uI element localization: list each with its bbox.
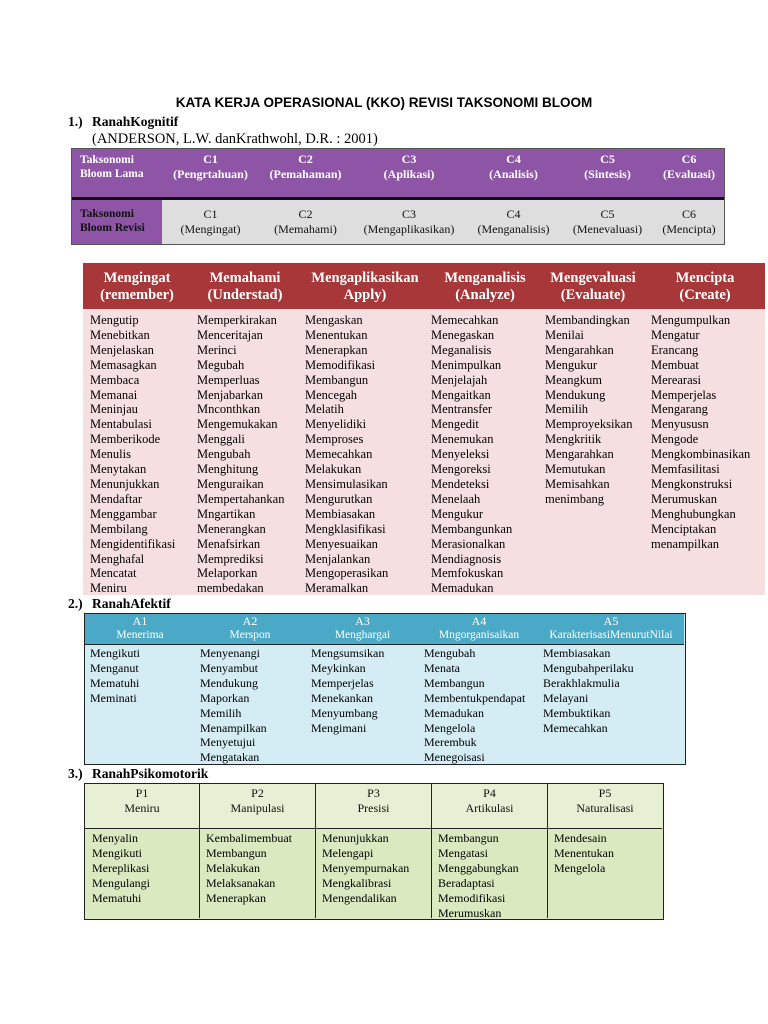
- verb-item: Menilai: [545, 327, 584, 342]
- verb-item: Memproyeksikan: [545, 417, 633, 432]
- affective-header-cell: A3 Menghargai: [334, 614, 391, 641]
- verb-item: menimbang: [545, 491, 605, 506]
- cognitive-header-cell: Memahami (Understad): [207, 270, 283, 303]
- verb-item: Menciptakan: [651, 521, 717, 536]
- verb-item: Menyesuaikan: [305, 536, 378, 551]
- verb-item: Menghafal: [90, 551, 145, 566]
- verb-item: Mengkritik: [545, 432, 602, 447]
- verb-item: Melaporkan: [197, 566, 258, 581]
- cognitive-header-row: [83, 263, 765, 309]
- verb-item: Membuat: [651, 357, 699, 372]
- verb-item: Menunjukkan: [322, 831, 389, 845]
- verb-item: Menganut: [90, 660, 139, 675]
- verb-item: Memodifikasi: [438, 890, 506, 905]
- psychomotor-column: [322, 831, 409, 906]
- affective-header-row: [85, 614, 684, 645]
- verb-item: Mendukung: [545, 387, 606, 402]
- bloom-revised-cell: C6 (Mencipta): [662, 207, 716, 236]
- column-divider: [547, 784, 548, 918]
- verb-item: Menytakan: [90, 462, 147, 477]
- verb-item: Mengkonstruksi: [651, 476, 733, 491]
- verb-item: Mengkombinasikan: [651, 447, 751, 462]
- verb-item: Menyempurnakan: [322, 860, 410, 875]
- verb-item: Membuktikan: [543, 705, 611, 720]
- verb-item: Mematuhi: [92, 890, 142, 905]
- page-title: KATA KERJA OPERASIONAL (KKO) REVISI TAKSONOMI BLOOM: [175, 95, 593, 110]
- verb-item: Mereplikasi: [92, 860, 150, 875]
- verb-item: Memecahkan: [431, 313, 499, 327]
- cognitive-column: [197, 313, 284, 596]
- psychomotor-header-cell: P2 Manipulasi: [230, 786, 285, 815]
- cognitive-header-cell: Mengevaluasi (Evaluate): [550, 270, 636, 303]
- bloom-comparison-table: [71, 148, 725, 245]
- bloom-old-cell: C6 (Evaluasi): [662, 152, 715, 181]
- cognitive-column: [545, 313, 632, 507]
- verb-item: Mengedit: [431, 417, 479, 432]
- verb-item: Membilang: [90, 521, 148, 536]
- section-3-heading: [68, 766, 208, 782]
- section-2-number: 2.): [68, 596, 83, 611]
- verb-item: Memperjelas: [311, 675, 374, 690]
- section-1-heading: [68, 114, 178, 130]
- cognitive-column: [305, 313, 388, 596]
- verb-item: Memperkirakan: [197, 313, 277, 327]
- verb-item: Merembuk: [424, 735, 477, 750]
- verb-item: Melakukan: [305, 462, 362, 477]
- verb-item: Menegoisasi: [424, 750, 485, 765]
- verb-item: membedakan: [197, 581, 264, 596]
- verb-item: Mendeteksi: [431, 476, 490, 491]
- verb-item: Berakhlakmulia: [543, 675, 620, 690]
- psychomotor-verbs-table: [84, 783, 664, 920]
- verb-item: Memprediksi: [197, 551, 264, 566]
- verb-item: Membiasakan: [305, 506, 376, 521]
- affective-header-cell: A2 Merspon: [229, 614, 271, 641]
- verb-item: Memecahkan: [543, 720, 608, 735]
- verb-item: Memanai: [90, 387, 138, 402]
- bloom-old-cell: C3 (Aplikasi): [383, 152, 435, 181]
- verb-item: Meangkum: [545, 372, 602, 387]
- verb-item: Menelaah: [431, 491, 481, 506]
- verb-item: Mengelola: [554, 860, 606, 875]
- verb-item: Memisahkan: [545, 476, 610, 491]
- cognitive-header-cell: Mengaplikasikan Apply): [311, 270, 419, 303]
- verb-item: Memfasilitasi: [651, 462, 720, 477]
- bloom-revised-cell: C5 (Menevaluasi): [572, 207, 643, 236]
- affective-column: [90, 646, 140, 706]
- verb-item: Erancang: [651, 342, 699, 357]
- verb-item: Menata: [424, 660, 460, 675]
- bloom-revised-cell: C4 (Menganalisis): [477, 207, 550, 236]
- psychomotor-header-row: [85, 784, 662, 829]
- verb-item: Memasagkan: [90, 357, 157, 372]
- verb-item: Menggali: [197, 432, 245, 447]
- verb-item: Memodifikasi: [305, 357, 376, 372]
- verb-item: Memberikode: [90, 432, 161, 447]
- verb-item: Memfokuskan: [431, 566, 504, 581]
- verb-item: Memperluas: [197, 372, 260, 387]
- verb-item: Menghitung: [197, 462, 259, 477]
- verb-item: Beradaptasi: [438, 875, 495, 890]
- bloom-revised-label: Taksonomi Bloom Revisi: [80, 208, 145, 234]
- verb-item: Membiasakan: [543, 646, 611, 660]
- verb-item: Menjelaskan: [90, 342, 154, 357]
- bloom-old-label: Taksonomi Bloom Lama: [80, 154, 144, 180]
- verb-item: Memilih: [200, 705, 242, 720]
- verb-item: Melayani: [543, 690, 589, 705]
- verb-item: Mendiagnosis: [431, 551, 502, 566]
- verb-item: Mengukur: [545, 357, 598, 372]
- verb-item: Mengode: [651, 432, 699, 447]
- verb-item: Menerangkan: [197, 521, 266, 536]
- verb-item: Mengidentifikasi: [90, 536, 176, 551]
- verb-item: Memadukan: [424, 705, 484, 720]
- verb-item: Membangunkan: [431, 521, 513, 536]
- affective-column: [311, 646, 384, 735]
- verb-item: Mengatur: [651, 327, 700, 342]
- verb-item: Menerapkan: [305, 342, 368, 357]
- verb-item: Membangun: [206, 845, 267, 860]
- verb-item: Mengimani: [311, 720, 367, 735]
- bloom-old-cell: C2 (Pemahaman): [269, 152, 342, 181]
- verb-item: Membaca: [90, 372, 140, 387]
- verb-item: Mengubahperilaku: [543, 660, 634, 675]
- verb-item: Melatih: [305, 402, 344, 417]
- verb-item: Memproses: [305, 432, 364, 447]
- verb-item: Meganalisis: [431, 342, 492, 357]
- verb-item: Mengumpulkan: [651, 313, 731, 327]
- verb-item: Menyetujui: [200, 735, 256, 750]
- verb-item: Mengsumsikan: [311, 646, 385, 660]
- verb-item: Mengulangi: [92, 875, 150, 890]
- verb-item: Megubah: [197, 357, 245, 372]
- column-divider: [431, 784, 432, 918]
- verb-item: Mengatasi: [438, 845, 488, 860]
- verb-item: Mengutip: [90, 313, 139, 327]
- verb-item: Menekankan: [311, 690, 373, 705]
- verb-item: Mencegah: [305, 387, 358, 402]
- verb-item: Menyumbang: [311, 705, 378, 720]
- verb-item: Menulis: [90, 447, 131, 462]
- verb-item: Mengikuti: [92, 845, 142, 860]
- verb-item: Mentabulasi: [90, 417, 152, 432]
- affective-header-cell: A1 Menerima: [116, 614, 164, 641]
- verb-item: Mengemukakan: [197, 417, 278, 432]
- psychomotor-column: [554, 831, 614, 876]
- verb-item: Merinci: [197, 342, 237, 357]
- section-3-number: 3.): [68, 766, 83, 781]
- column-divider: [315, 784, 316, 918]
- verb-item: Menebitkan: [90, 327, 150, 342]
- psychomotor-header-cell: P5 Naturalisasi: [576, 786, 634, 815]
- cognitive-header-cell: Mencipta (Create): [675, 270, 735, 303]
- psychomotor-column: [438, 831, 519, 920]
- bloom-old-cell: C4 (Analisis): [489, 152, 538, 181]
- verb-item: Menyususn: [651, 417, 709, 432]
- bloom-revised-row: [72, 200, 724, 244]
- section-2-name: RanahAfektif: [92, 596, 171, 611]
- affective-verbs-table: [84, 613, 686, 765]
- bloom-revised-cell: C2 (Memahami): [274, 207, 337, 236]
- verb-item: Menemukan: [431, 432, 494, 447]
- verb-item: Melakukan: [206, 860, 260, 875]
- verb-item: Mempertahankan: [197, 491, 285, 506]
- verb-item: Menggabungkan: [438, 860, 519, 875]
- verb-item: Mengarahkan: [545, 342, 614, 357]
- verb-item: Mendaftar: [90, 491, 143, 506]
- verb-item: Mengubah: [197, 447, 251, 462]
- cognitive-header-cell: Mengingat (remember): [100, 270, 174, 303]
- verb-item: Meninjau: [90, 402, 138, 417]
- verb-item: Mengarahkan: [545, 447, 614, 462]
- verb-item: Menjabarkan: [197, 387, 263, 402]
- verb-item: Mngartikan: [197, 506, 256, 521]
- psychomotor-column: [206, 831, 292, 906]
- verb-item: Menjelajah: [431, 372, 488, 387]
- affective-header-cell: A4 Mngorganisaikan: [438, 614, 520, 641]
- verb-item: Menegaskan: [431, 327, 495, 342]
- verb-item: Menjalankan: [305, 551, 371, 566]
- verb-item: Meramalkan: [305, 581, 369, 596]
- verb-item: Menerapkan: [206, 890, 266, 905]
- section-1-reference: (ANDERSON, L.W. danKrathwohl, D.R. : 2001): [92, 131, 378, 147]
- verb-item: Membangun: [424, 675, 485, 690]
- verb-item: Mengurutkan: [305, 491, 373, 506]
- verb-item: Mengoreksi: [431, 462, 491, 477]
- verb-item: Menyeleksi: [431, 447, 490, 462]
- verb-item: Merearasi: [651, 372, 701, 387]
- verb-item: Menyelidiki: [305, 417, 367, 432]
- verb-item: Menentukan: [305, 327, 368, 342]
- cognitive-column: [90, 313, 175, 596]
- verb-item: Mengkalibrasi: [322, 875, 392, 890]
- verb-item: Kembalimembuat: [206, 831, 292, 845]
- verb-item: Mengikuti: [90, 646, 140, 660]
- column-divider: [199, 784, 200, 918]
- verb-item: Maporkan: [200, 690, 250, 705]
- bloom-old-cell: C5 (Sintesis): [584, 152, 631, 181]
- affective-header-cell: A5 KarakterisasiMenurutNilai: [549, 614, 673, 641]
- verb-item: Menafsirkan: [197, 536, 261, 551]
- affective-column: [200, 646, 267, 765]
- verb-item: Memperjelas: [651, 387, 717, 402]
- verb-item: Menceritajan: [197, 327, 263, 342]
- cognitive-column: [431, 313, 512, 596]
- verb-item: Mencatat: [90, 566, 137, 581]
- verb-item: Mendukung: [200, 675, 258, 690]
- verb-item: Memadukan: [431, 581, 494, 596]
- verb-item: Mendesain: [554, 831, 607, 845]
- verb-item: Meniru: [90, 581, 127, 596]
- affective-column: [543, 646, 634, 735]
- section-1-name: RanahKognitif: [92, 114, 179, 129]
- bloom-revised-cell: C1 (Mengingat): [180, 207, 241, 236]
- verb-item: Menyalin: [92, 831, 138, 845]
- cognitive-header-cell: Menganalisis (Analyze): [444, 270, 526, 303]
- psychomotor-header-cell: P1 Meniru: [124, 786, 160, 815]
- verb-item: Mengendalikan: [322, 890, 397, 905]
- verb-item: Mengubah: [424, 646, 476, 660]
- verb-item: Meykinkan: [311, 660, 366, 675]
- affective-column: [424, 646, 525, 765]
- verb-item: Menggambar: [90, 506, 157, 521]
- verb-item: Merumuskan: [438, 905, 502, 920]
- cognitive-verbs-table: [83, 263, 765, 595]
- verb-item: Melengapi: [322, 845, 374, 860]
- verb-item: Meminati: [90, 690, 137, 705]
- verb-item: Mengklasifikasi: [305, 521, 386, 536]
- verb-item: Mematuhi: [90, 675, 140, 690]
- verb-item: Menyambut: [200, 660, 258, 675]
- psychomotor-column: [92, 831, 150, 906]
- verb-item: Memecahkan: [305, 447, 373, 462]
- verb-item: Mnconthkan: [197, 402, 261, 417]
- verb-item: Membentukpendapat: [424, 690, 526, 705]
- verb-item: Membandingkan: [545, 313, 630, 327]
- verb-item: Membangun: [305, 372, 369, 387]
- verb-item: menampilkan: [651, 536, 720, 551]
- verb-item: Menunjukkan: [90, 476, 160, 491]
- verb-item: Mengaskan: [305, 313, 363, 327]
- verb-item: Mengarang: [651, 402, 708, 417]
- verb-item: Membangun: [438, 831, 499, 845]
- verb-item: Mentransfer: [431, 402, 493, 417]
- verb-item: Menyenangi: [200, 646, 260, 660]
- section-3-name: RanahPsikomotorik: [92, 766, 209, 781]
- psychomotor-header-cell: P3 Presisi: [357, 786, 390, 815]
- verb-item: Menampilkan: [200, 720, 267, 735]
- verb-item: Mensimulasikan: [305, 476, 388, 491]
- verb-item: Memutukan: [545, 462, 606, 477]
- verb-item: Mengoperasikan: [305, 566, 389, 581]
- psychomotor-header-cell: P4 Artikulasi: [465, 786, 514, 815]
- verb-item: Menimpulkan: [431, 357, 502, 372]
- verb-item: Melaksanakan: [206, 875, 276, 890]
- verb-item: Mengelola: [424, 720, 476, 735]
- verb-item: Mengatakan: [200, 750, 260, 765]
- verb-item: Merasionalkan: [431, 536, 506, 551]
- cognitive-column: [651, 313, 750, 552]
- section-2-heading: [68, 596, 171, 612]
- verb-item: Menentukan: [554, 845, 614, 860]
- bloom-old-row: [72, 149, 724, 200]
- verb-item: Mengukur: [431, 506, 484, 521]
- verb-item: Menguraikan: [197, 476, 264, 491]
- bloom-revised-cell: C3 (Mengaplikasikan): [363, 207, 455, 236]
- section-1-number: 1.): [68, 114, 83, 129]
- verb-item: Menghubungkan: [651, 506, 736, 521]
- verb-item: Merumuskan: [651, 491, 717, 506]
- verb-item: Mengaitkan: [431, 387, 491, 402]
- verb-item: Memilih: [545, 402, 589, 417]
- bloom-old-cell: C1 (Pengrtahuan): [173, 152, 248, 181]
